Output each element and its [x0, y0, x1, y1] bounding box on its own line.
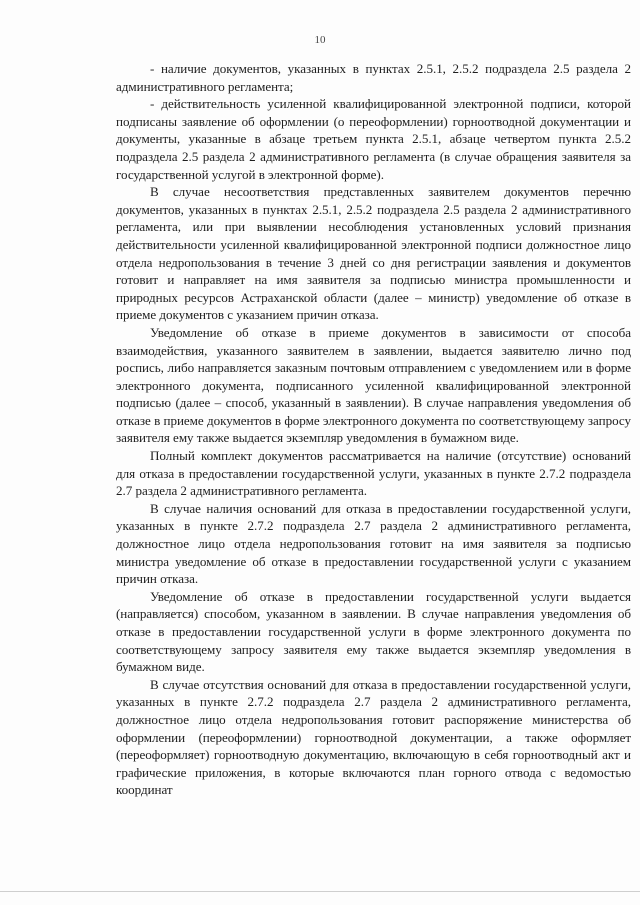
paragraph: - наличие документов, указанных в пунктах 2.5.1, 2.5.2 подраздела 2.5 раздела 2 административного регламента; [116, 61, 631, 94]
paragraph: Уведомление об отказе в предоставлении государственной услуги выдается (направляется) способом, указанном в заявлении. В случае направления уведомления об отказе в предоставлении государственной услуги в форме электронного документа по соответствующему запросу заявителя ему также выдается экземпляр уведомления в бумажном виде. [116, 588, 631, 675]
document-body [116, 60, 631, 799]
scan-edge-line [0, 891, 640, 892]
paragraph: Уведомление об отказе в приеме документов в зависимости от способа взаимодействия, указанного заявителем в заявлении, выдается заявителю лично под роспись, либо направляется заказным почтовым отправлением с уведомлением или в форме электронного документа, подписанного усиленной квалифицированной электронной подписью (далее – способ, указанный в заявлении). В случае направления уведомления об отказе в приеме документов в форме электронного документа по соответствующему запросу заявителя ему также выдается экземпляр уведомления в бумажном виде. [116, 324, 631, 446]
paragraph: Полный комплект документов рассматривается на наличие (отсутствие) оснований для отказа в предоставлении государственной услуги, указанных в пункте 2.7.2 подраздела 2.7 раздела 2 административного регламента. [116, 448, 631, 499]
paragraph: В случае наличия оснований для отказа в предоставлении государственной услуги, указанных в пункте 2.7.2 подраздела 2.7 раздела 2 административного регламента, должностное лицо отдела недропользования готовит на имя заявителя за подписью министра уведомление об отказе в предоставлении государственной услуги с указанием причин отказа. [116, 500, 631, 587]
paragraph: В случае несоответствия представленных заявителем документов перечню документов, указанных в пунктах 2.5.1, 2.5.2 подраздела 2.5 раздела 2 административного регламента, или при выявлении несоблюдения установленных условий признания действительности усиленной квалифицированной электронной подписи должностное лицо отдела недропользования в течение 3 дней со дня регистрации заявления и документов готовит и направляет на имя заявителя за подписью министра промышленности и природных ресурсов Астраханской области (далее – министр) уведомление об отказе в приеме документов с указанием причин отказа. [116, 184, 631, 323]
page-number: 10 [314, 34, 326, 46]
paragraph: - действительность усиленной квалифицированной электронной подписи, которой подписаны заявление об оформлении (о переоформлении) горноотводной документации и документы, указанные в абзаце третьем пункта 2.5.1, абзаце четвертом пункта 2.5.2 подраздела 2.5 раздела 2 административного регламента (в случае обращения заявителя за государственной услугой в электронной форме). [116, 96, 631, 182]
paragraph: В случае отсутствия оснований для отказа в предоставлении государственной услуги, указанных в пункте 2.7.2 подраздела 2.7 раздела 2 административного регламента, должностное лицо отдела недропользования готовит распоряжение министерства об оформлении (переоформлении) горноотводной документации, а также оформляет (переоформляет) горноотводную документацию, включающую в себя горноотводный акт и графические приложения, в которые включаются план горного отвода с ведомостью координат [116, 676, 631, 798]
